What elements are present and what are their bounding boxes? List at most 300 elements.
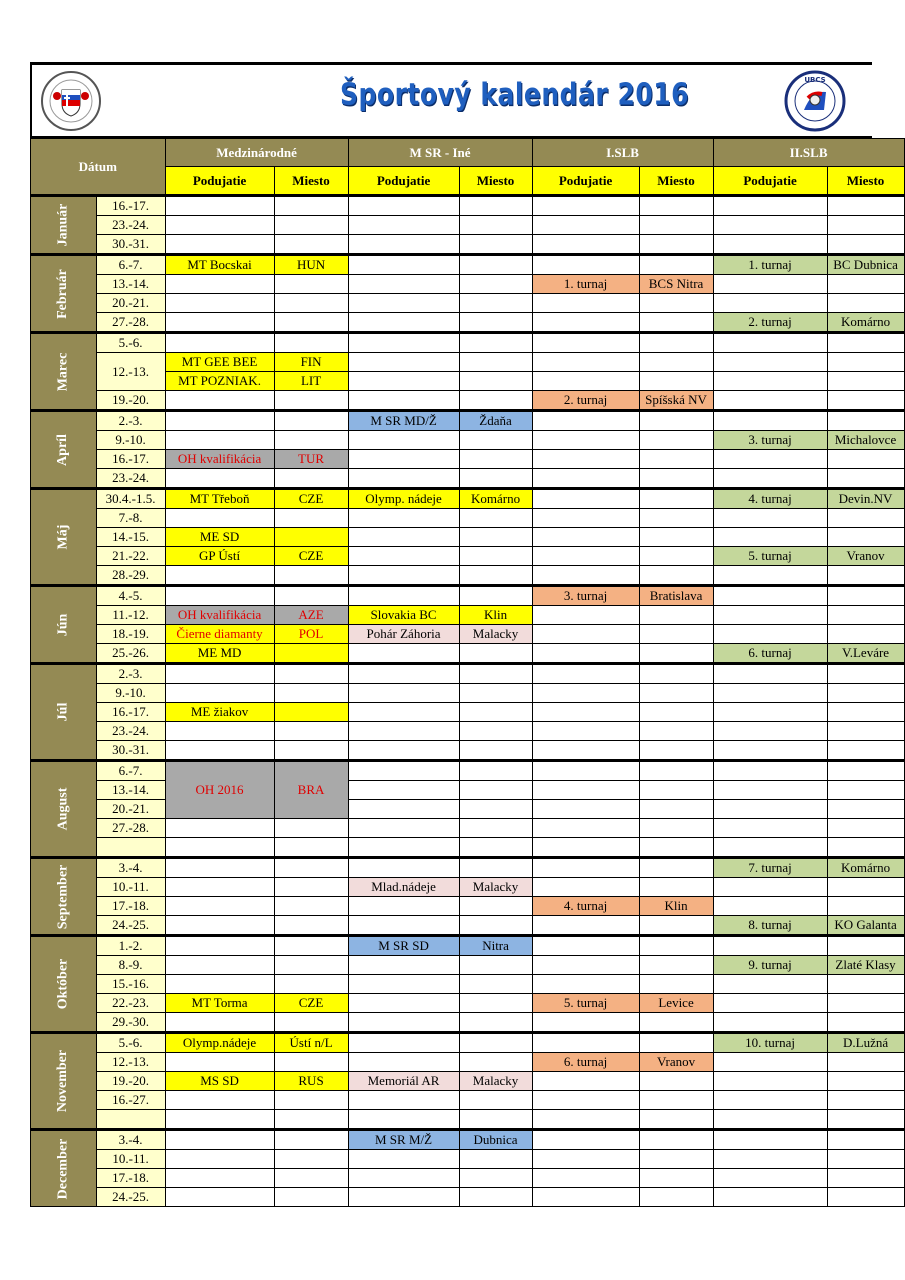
event-cell: [827, 235, 904, 255]
event-cell: [274, 196, 348, 216]
group-header-msr-ine: M SR - Iné: [348, 139, 532, 167]
event-cell: [348, 897, 459, 916]
event-cell: [165, 1130, 274, 1150]
table-row: [31, 703, 905, 722]
event-cell: [532, 819, 639, 838]
date-cell: 6.-7.: [96, 761, 165, 781]
event-cell: [532, 294, 639, 313]
event-cell: [713, 235, 827, 255]
event-cell: [532, 196, 639, 216]
event-cell: [459, 333, 532, 353]
date-cell: 24.-25.: [96, 916, 165, 936]
event-cell: 2. turnaj: [713, 313, 827, 333]
event-cell: [348, 703, 459, 722]
event-cell: [459, 547, 532, 566]
event-cell: [532, 1033, 639, 1053]
event-cell: [713, 509, 827, 528]
event-cell: [459, 255, 532, 275]
event-cell: Malacky: [459, 1072, 532, 1091]
table-row: [31, 1033, 905, 1053]
event-cell: Komárno: [827, 313, 904, 333]
event-cell: [532, 684, 639, 703]
event-cell: [827, 1091, 904, 1110]
event-cell: [348, 761, 459, 781]
event-cell: [532, 255, 639, 275]
table-row: [31, 916, 905, 936]
event-cell: [459, 722, 532, 741]
event-cell: Dubnica: [459, 1130, 532, 1150]
event-cell: [274, 313, 348, 333]
event-cell: [532, 469, 639, 489]
event-cell: [639, 1110, 713, 1130]
event-cell: 1. turnaj: [532, 275, 639, 294]
event-cell: [274, 878, 348, 897]
event-cell: [165, 411, 274, 431]
table-row: [31, 741, 905, 761]
event-cell: [348, 994, 459, 1013]
event-cell: [348, 1053, 459, 1072]
event-cell: [348, 547, 459, 566]
event-cell: [459, 469, 532, 489]
event-cell: [713, 819, 827, 838]
event-cell: [348, 956, 459, 975]
event-cell: [639, 838, 713, 858]
event-cell: [639, 1072, 713, 1091]
event-cell: M SR MD/Ž: [348, 411, 459, 431]
event-cell: [348, 644, 459, 664]
event-cell: 6. turnaj: [532, 1053, 639, 1072]
event-cell: [713, 1091, 827, 1110]
date-cell: [96, 838, 165, 858]
date-cell: 6.-7.: [96, 255, 165, 275]
event-cell: [532, 916, 639, 936]
event-cell: [348, 1013, 459, 1033]
event-cell: [827, 781, 904, 800]
event-cell: [713, 528, 827, 547]
date-cell: 19.-20.: [96, 1072, 165, 1091]
event-cell: [827, 878, 904, 897]
date-cell: 3.-4.: [96, 858, 165, 878]
event-cell: [348, 741, 459, 761]
event-cell: OH kvalifikácia: [165, 606, 274, 625]
table-row: [31, 391, 905, 411]
date-cell: 23.-24.: [96, 216, 165, 235]
event-cell: [827, 469, 904, 489]
date-cell: 25.-26.: [96, 644, 165, 664]
event-cell: [459, 684, 532, 703]
event-cell: CZE: [274, 547, 348, 566]
event-cell: [348, 1188, 459, 1207]
event-cell: [827, 606, 904, 625]
group-header-islb: I.SLB: [532, 139, 713, 167]
event-cell: [274, 275, 348, 294]
event-cell: [713, 1169, 827, 1188]
event-cell: [639, 761, 713, 781]
event-cell: [459, 858, 532, 878]
event-cell: [827, 994, 904, 1013]
event-cell: [348, 216, 459, 235]
event-cell: [639, 1013, 713, 1033]
event-cell: [165, 664, 274, 684]
date-cell: 23.-24.: [96, 722, 165, 741]
event-cell: [348, 255, 459, 275]
date-cell: 16.-17.: [96, 703, 165, 722]
event-cell: [165, 936, 274, 956]
event-cell: [348, 372, 459, 391]
date-cell: 20.-21.: [96, 294, 165, 313]
event-cell: [713, 450, 827, 469]
month-label: [31, 411, 97, 489]
event-cell: [165, 956, 274, 975]
event-cell: [274, 1013, 348, 1033]
date-cell: 17.-18.: [96, 897, 165, 916]
event-cell: [827, 391, 904, 411]
event-cell: [459, 216, 532, 235]
event-cell: [639, 566, 713, 586]
event-cell: [459, 956, 532, 975]
table-row: [31, 644, 905, 664]
table-row: [31, 819, 905, 838]
table-row: [31, 255, 905, 275]
event-cell: Čierne diamanty: [165, 625, 274, 644]
event-cell: [639, 372, 713, 391]
event-cell: [713, 353, 827, 372]
month-name: Február: [55, 268, 71, 319]
table-row: [31, 1091, 905, 1110]
event-cell: [532, 1091, 639, 1110]
table-row: [31, 469, 905, 489]
table-row: [31, 313, 905, 333]
table-row: [31, 509, 905, 528]
event-cell: CZE: [274, 489, 348, 509]
sub-header: Miesto: [639, 167, 713, 196]
event-cell: Michalovce: [827, 431, 904, 450]
month-name: August: [55, 787, 71, 831]
event-cell: [274, 1110, 348, 1130]
month-label: [31, 489, 97, 586]
event-cell: Bratislava: [639, 586, 713, 606]
event-cell: [274, 216, 348, 235]
event-cell: [348, 353, 459, 372]
event-cell: [459, 761, 532, 781]
event-cell: [639, 1033, 713, 1053]
table-row: [31, 431, 905, 450]
event-cell: [348, 566, 459, 586]
event-cell: POL: [274, 625, 348, 644]
event-cell: [274, 411, 348, 431]
event-cell: [274, 566, 348, 586]
event-cell: [827, 509, 904, 528]
event-cell: [713, 722, 827, 741]
month-name: Október: [55, 958, 71, 1010]
event-cell: Olymp.nádeje: [165, 1033, 274, 1053]
event-cell: KO Galanta: [827, 916, 904, 936]
event-cell: BC Dubnica: [827, 255, 904, 275]
date-cell: 1.-2.: [96, 936, 165, 956]
event-cell: BCS Nitra: [639, 275, 713, 294]
event-cell: [274, 936, 348, 956]
event-cell: [532, 644, 639, 664]
event-cell: 3. turnaj: [532, 586, 639, 606]
event-cell: [459, 294, 532, 313]
event-cell: [459, 313, 532, 333]
event-cell: 5. turnaj: [713, 547, 827, 566]
event-cell: [274, 916, 348, 936]
event-cell: [532, 431, 639, 450]
event-cell: [639, 235, 713, 255]
event-cell: [165, 1188, 274, 1207]
month-label: [31, 664, 97, 761]
event-cell: RUS: [274, 1072, 348, 1091]
event-cell: [165, 333, 274, 353]
event-cell: [639, 975, 713, 994]
event-cell: [274, 333, 348, 353]
event-cell: [532, 353, 639, 372]
event-cell: [639, 916, 713, 936]
event-cell: [639, 1130, 713, 1150]
event-cell: [459, 1091, 532, 1110]
event-cell: [639, 489, 713, 509]
event-cell: [639, 800, 713, 819]
date-cell: [96, 1110, 165, 1130]
datum-header: Dátum: [31, 139, 166, 196]
event-cell: ME SD: [165, 528, 274, 547]
month-label: [31, 333, 97, 411]
event-cell: 6. turnaj: [713, 644, 827, 664]
event-cell: [459, 800, 532, 819]
event-cell: [274, 469, 348, 489]
event-cell: [532, 1150, 639, 1169]
event-cell: [165, 975, 274, 994]
group-header-medzinarodne: Medzinárodné: [165, 139, 348, 167]
event-cell: [639, 547, 713, 566]
event-cell: [827, 819, 904, 838]
event-cell: [713, 625, 827, 644]
event-cell: [532, 761, 639, 781]
event-cell: D.Lužná: [827, 1033, 904, 1053]
event-cell: [165, 1053, 274, 1072]
event-cell: Klin: [459, 606, 532, 625]
event-cell: [827, 625, 904, 644]
event-cell: [639, 313, 713, 333]
event-cell: [274, 956, 348, 975]
event-cell: [639, 411, 713, 431]
table-row: [31, 975, 905, 994]
event-cell: [639, 858, 713, 878]
event-cell: 4. turnaj: [532, 897, 639, 916]
event-cell: [274, 838, 348, 858]
event-cell: [348, 800, 459, 819]
event-cell: MT Třeboň: [165, 489, 274, 509]
event-cell: [532, 1110, 639, 1130]
event-cell: [459, 353, 532, 372]
event-cell: [348, 781, 459, 800]
event-cell: [348, 838, 459, 858]
event-cell: [827, 838, 904, 858]
event-cell: [713, 761, 827, 781]
table-row: [31, 196, 905, 216]
event-cell: [459, 586, 532, 606]
event-cell: [532, 1188, 639, 1207]
table-row: [31, 1110, 905, 1130]
event-cell: 5. turnaj: [532, 994, 639, 1013]
event-cell: 7. turnaj: [713, 858, 827, 878]
event-cell: [348, 975, 459, 994]
sub-header: Podujatie: [713, 167, 827, 196]
date-cell: 15.-16.: [96, 975, 165, 994]
event-cell: [348, 391, 459, 411]
event-cell: [532, 450, 639, 469]
event-cell: [532, 936, 639, 956]
event-cell: Komárno: [827, 858, 904, 878]
table-row: [31, 1072, 905, 1091]
month-name: December: [55, 1138, 71, 1199]
event-cell: Zlaté Klasy: [827, 956, 904, 975]
event-cell: [165, 235, 274, 255]
event-cell: MT Torma: [165, 994, 274, 1013]
event-cell: Levice: [639, 994, 713, 1013]
event-cell: [713, 1053, 827, 1072]
event-cell: [639, 294, 713, 313]
event-cell: OH kvalifikácia: [165, 450, 274, 469]
event-cell: [713, 606, 827, 625]
event-cell: [532, 741, 639, 761]
table-row: [31, 858, 905, 878]
month-label: [31, 936, 97, 1033]
event-cell: [165, 819, 274, 838]
event-cell: [827, 1072, 904, 1091]
event-cell: [459, 1110, 532, 1130]
event-cell: HUN: [274, 255, 348, 275]
date-cell: 27.-28.: [96, 819, 165, 838]
date-cell: 16.-27.: [96, 1091, 165, 1110]
event-cell: [459, 664, 532, 684]
event-cell: [274, 1053, 348, 1072]
event-cell: [827, 294, 904, 313]
event-cell: [459, 916, 532, 936]
event-cell: [639, 878, 713, 897]
table-row: [31, 781, 905, 800]
event-cell: [713, 411, 827, 431]
table-row: [31, 1053, 905, 1072]
event-cell: Memoriál AR: [348, 1072, 459, 1091]
event-cell: Komárno: [459, 489, 532, 509]
event-cell: [639, 644, 713, 664]
sub-header: Miesto: [459, 167, 532, 196]
event-cell: [827, 586, 904, 606]
event-cell: [348, 528, 459, 547]
event-cell: [532, 411, 639, 431]
date-cell: 20.-21.: [96, 800, 165, 819]
svg-text:UBCS: UBCS: [804, 76, 826, 84]
event-cell: [165, 216, 274, 235]
event-cell: Olymp. nádeje: [348, 489, 459, 509]
event-cell: [165, 313, 274, 333]
event-cell: [827, 1130, 904, 1150]
event-cell: [639, 606, 713, 625]
event-cell: [274, 586, 348, 606]
event-cell: Spíšská NV: [639, 391, 713, 411]
date-cell: 5.-6.: [96, 1033, 165, 1053]
event-cell: [165, 566, 274, 586]
month-label: [31, 1130, 97, 1207]
event-cell: [348, 431, 459, 450]
month-label: [31, 255, 97, 333]
table-row: [31, 450, 905, 469]
event-cell: [532, 1169, 639, 1188]
event-cell: [274, 1150, 348, 1169]
event-cell: 9. turnaj: [713, 956, 827, 975]
event-cell: [348, 333, 459, 353]
event-cell: [639, 684, 713, 703]
table-row: [31, 1188, 905, 1207]
event-cell: 4. turnaj: [713, 489, 827, 509]
table-row: [31, 684, 905, 703]
event-cell: [459, 741, 532, 761]
event-cell: [639, 255, 713, 275]
event-cell: [639, 216, 713, 235]
event-cell: MS SD: [165, 1072, 274, 1091]
event-cell: [639, 625, 713, 644]
event-cell: [639, 1188, 713, 1207]
event-cell: [274, 684, 348, 703]
event-cell: [713, 1130, 827, 1150]
table-row: [31, 956, 905, 975]
event-cell: [639, 819, 713, 838]
month-name: Máj: [55, 524, 71, 550]
event-cell: [827, 703, 904, 722]
event-cell: [459, 838, 532, 858]
event-cell: [639, 509, 713, 528]
sub-header: Podujatie: [532, 167, 639, 196]
ubcs-logo: [784, 70, 846, 132]
table-row: [31, 353, 905, 372]
event-cell: [532, 1013, 639, 1033]
table-row: [31, 936, 905, 956]
event-cell: [348, 1150, 459, 1169]
event-cell: [459, 450, 532, 469]
event-cell: [165, 294, 274, 313]
table-row: [31, 333, 905, 353]
event-cell: [827, 566, 904, 586]
event-cell: [165, 275, 274, 294]
header-top-rule: [30, 62, 872, 65]
event-cell: [274, 431, 348, 450]
table-row: [31, 528, 905, 547]
event-cell: [532, 1072, 639, 1091]
event-cell: [713, 878, 827, 897]
event-cell: Malacky: [459, 625, 532, 644]
event-cell: [274, 664, 348, 684]
event-cell: [274, 975, 348, 994]
event-cell: [459, 391, 532, 411]
calendar-table: [30, 138, 905, 1207]
month-name: Marec: [55, 352, 71, 391]
event-cell: [532, 722, 639, 741]
event-cell: [639, 469, 713, 489]
event-cell: [713, 1110, 827, 1130]
event-cell: [713, 664, 827, 684]
event-cell: [348, 1091, 459, 1110]
event-cell: [827, 411, 904, 431]
event-cell: MT GEE BEE: [165, 353, 274, 372]
event-cell: [713, 703, 827, 722]
event-cell: [165, 916, 274, 936]
event-cell: [713, 372, 827, 391]
event-cell: [274, 858, 348, 878]
event-cell: [532, 625, 639, 644]
event-cell: FIN: [274, 353, 348, 372]
